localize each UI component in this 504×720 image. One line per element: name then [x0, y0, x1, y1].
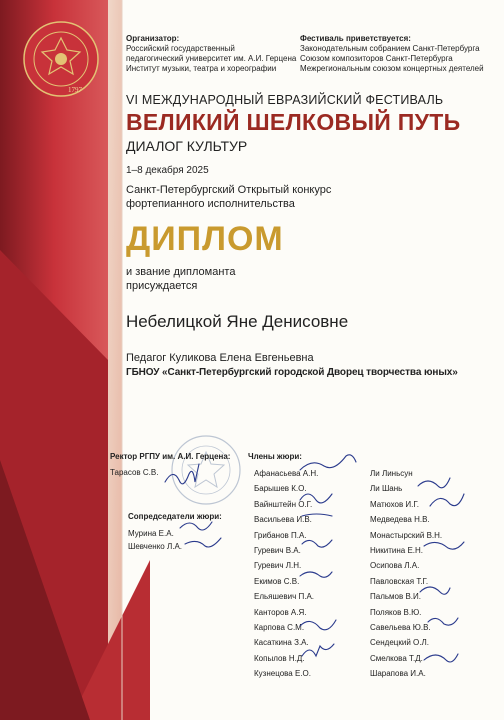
jury-member-name: Никитина Е.Н.	[370, 546, 423, 556]
jury-member-name: Екимов С.В.	[254, 576, 300, 586]
school-name: ГБНОУ «Санкт-Петербургский городской Дворец творчества юных»	[126, 367, 458, 378]
jury-label: Члены жюри:	[248, 452, 302, 461]
svg-text:1797: 1797	[68, 86, 82, 94]
university-seal-icon	[22, 20, 100, 98]
jury-member-name: Матюхов И.Г.	[370, 499, 419, 509]
festival-date: 1–8 декабря 2025	[126, 165, 209, 176]
festival-welcome-label: Фестиваль приветствуется:	[300, 34, 411, 43]
jury-member-name: Кузнецова Е.О.	[254, 669, 311, 679]
festival-title: ВЕЛИКИЙ ШЕЛКОВЫЙ ПУТЬ	[126, 109, 461, 135]
jury-member-name: Афанасьева А.Н.	[254, 469, 319, 478]
jury-member-name: Грибанов П.А.	[254, 530, 307, 540]
cochairs-list	[128, 527, 182, 553]
festival-subtitle: ДИАЛОГ КУЛЬТУР	[126, 138, 248, 154]
welcome-line: Межрегиональным союзом концертных деятелей	[300, 64, 484, 73]
teacher-name: Педагог Куликова Елена Евгеньевна	[126, 352, 314, 364]
jury-member-name: Ли Линьсун	[370, 469, 413, 478]
jury-member-name: Савельева Ю.В.	[370, 623, 431, 633]
diploma-heading: ДИПЛОМ	[126, 220, 284, 258]
contest-line: Санкт-Петербургский Открытый конкурс	[126, 184, 332, 196]
jury-member-name: Поляков В.Ю.	[370, 607, 422, 617]
organizer-label: Организатор:	[126, 34, 180, 43]
jury-member-name: Павловская Т.Г.	[370, 576, 429, 586]
jury-member-name: Ли Шань	[370, 484, 403, 494]
jury-member-name: Барышев К.О.	[254, 484, 307, 494]
organizer-line: педагогический университет им. А.И. Герцена	[126, 54, 297, 63]
awarded-line: и звание дипломанта	[126, 266, 236, 278]
rector-label: Ректор РГПУ им. А.И. Герцена:	[110, 452, 231, 461]
welcome-line: Законодательным собранием Санкт-Петербурга	[300, 44, 480, 53]
jury-member-name: Карпова С.М.	[254, 623, 305, 633]
festival-line: VI МЕЖДУНАРОДНЫЙ ЕВРАЗИЙСКИЙ ФЕСТИВАЛЬ	[126, 93, 444, 107]
recipient-name: Небелицкой Яне Денисовне	[126, 312, 349, 331]
jury-member-name: Канторов А.Я.	[254, 607, 307, 617]
jury-member-name: Ельяшевич П.А.	[254, 592, 315, 602]
organizer-block	[126, 34, 296, 74]
jury-member-name: Копылов Н.Д.	[254, 653, 305, 663]
jury-member-name: Смелкова Т.Д.	[370, 653, 423, 663]
jury-member-name: Васильева И.В.	[254, 515, 312, 525]
organizer-line: Институт музыки, театра и хореографии	[126, 64, 277, 73]
cochairs-label: Сопредседатели жюри:	[128, 512, 222, 521]
jury-member-name: Касаткина З.А.	[254, 638, 309, 648]
contest-name	[126, 183, 386, 211]
jury-member-name: Осипова Л.А.	[370, 561, 420, 571]
jury-member-name: Пальмов В.И.	[370, 592, 421, 602]
jury-member-name: Медведева Н.В.	[370, 515, 430, 525]
jury-member-name: Монастырский В.Н.	[370, 530, 443, 540]
welcome-line: Союзом композиторов Санкт-Петербурга	[300, 54, 453, 63]
jury-member-name: Сендецкий О.Л.	[370, 638, 429, 648]
awarded-line: присуждается	[126, 280, 198, 292]
stamp-seal-icon	[170, 434, 242, 506]
cochair-name: Шевченко Л.А.	[128, 542, 182, 551]
festival-welcome-block	[300, 34, 496, 74]
jury-list-left	[254, 466, 318, 682]
jury-member-name: Гуревич В.А.	[254, 546, 301, 556]
jury-member-name: Гуревич Л.Н.	[254, 561, 302, 571]
rector-name: Тарасов С.В.	[110, 468, 159, 477]
contest-line: фортепианного исполнительства	[126, 198, 295, 210]
cochair-name: Мурина Е.А.	[128, 529, 174, 538]
awarded-text	[126, 265, 326, 293]
jury-list-right	[370, 466, 442, 682]
jury-member-name: Вайнштейн О.Г.	[254, 499, 313, 509]
organizer-line: Российский государственный	[126, 44, 235, 53]
jury-member-name: Шарапова И.А.	[370, 669, 426, 679]
